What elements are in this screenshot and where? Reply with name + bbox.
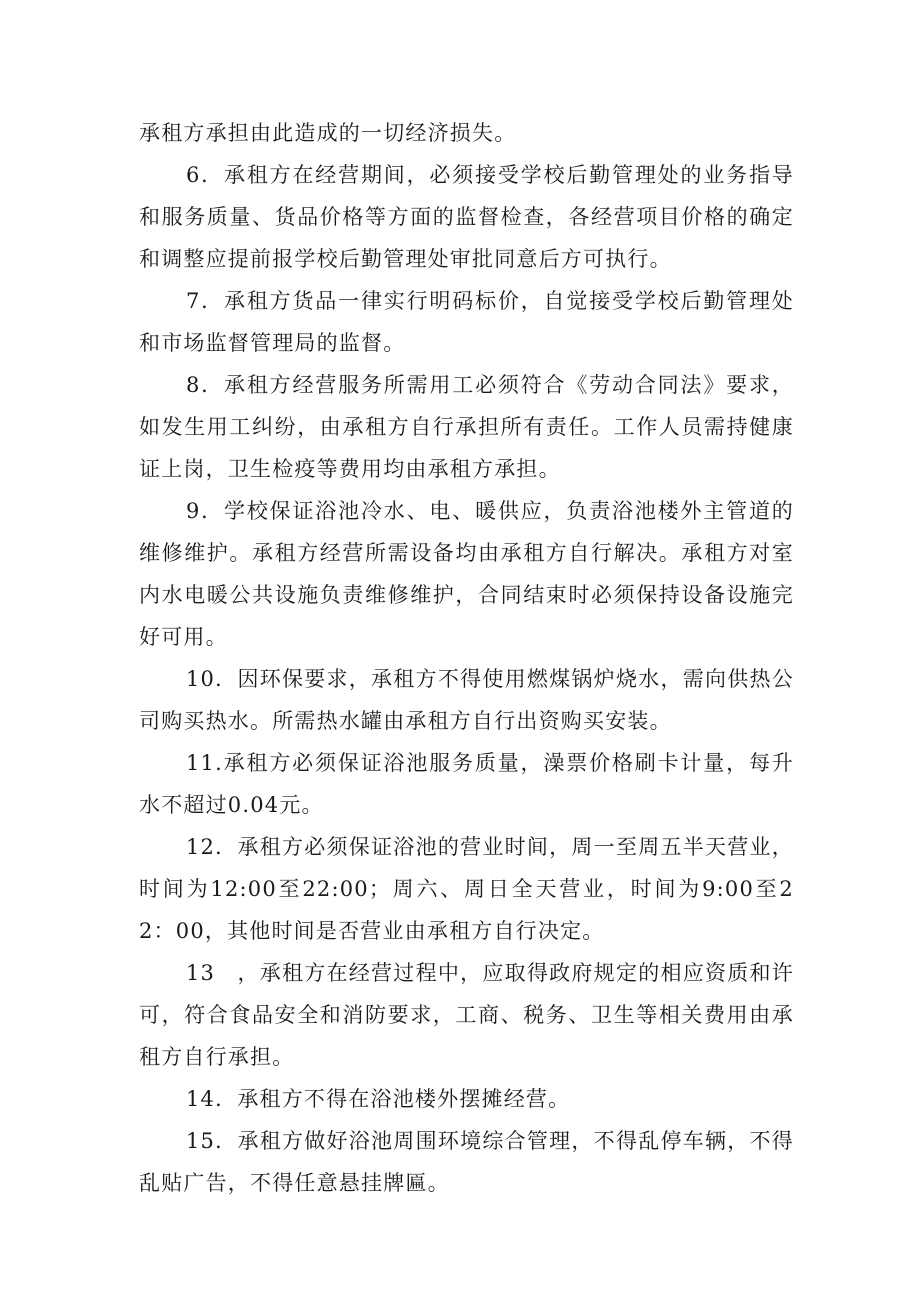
contract-text-body [139,112,794,1204]
clause-7: 7．承租方货品一律实行明码标价，自觉接受学校后勤管理处和市场监督管理局的监督。 [139,289,794,355]
paragraph-continuation: 承租方承担由此造成的一切经济损失。 [139,121,517,145]
clause-13: 13 ，承租方在经营过程中，应取得政府规定的相应资质和许可，符合食品安全和消防要求，工商、税务、卫生等相关费用由承租方自行承担。 [139,961,794,1069]
clause-6: 6．承租方在经营期间，必须接受学校后勤管理处的业务指导和服务质量、货品价格等方面的监督检查，各经营项目价格的确定和调整应提前报学校后勤管理处审批同意后方可执行。 [139,163,794,271]
clause-8: 8．承租方经营服务所需用工必须符合《劳动合同法》要求，如发生用工纠纷，由承租方自行承担所有责任。工作人员需持健康证上岗，卫生检疫等费用均由承租方承担。 [139,373,794,481]
clause-10: 10．因环保要求，承租方不得使用燃煤锅炉烧水，需向供热公司购买热水。所需热水罐由承租方自行出资购买安装。 [139,667,794,733]
clause-11: 11.承租方必须保证浴池服务质量，澡票价格刷卡计量，每升水不超过0.04元。 [139,751,794,817]
clause-15: 15．承租方做好浴池周围环境综合管理，不得乱停车辆，不得乱贴广告，不得任意悬挂牌匾。 [139,1129,794,1195]
clause-9: 9．学校保证浴池冷水、电、暖供应，负责浴池楼外主管道的维修维护。承租方经营所需设备均由承租方自行解决。承租方对室内水电暖公共设施负责维修维护，合同结束时必须保持设备设施完好可用。 [139,499,794,649]
clause-14: 14．承租方不得在浴池楼外摆摊经营。 [186,1087,571,1111]
clause-12: 12．承租方必须保证浴池的营业时间，周一至周五半天营业，时间为12:00至22:00；周六、周日全天营业，时间为9:00至22：00，其他时间是否营业由承租方自行决定。 [139,835,794,943]
